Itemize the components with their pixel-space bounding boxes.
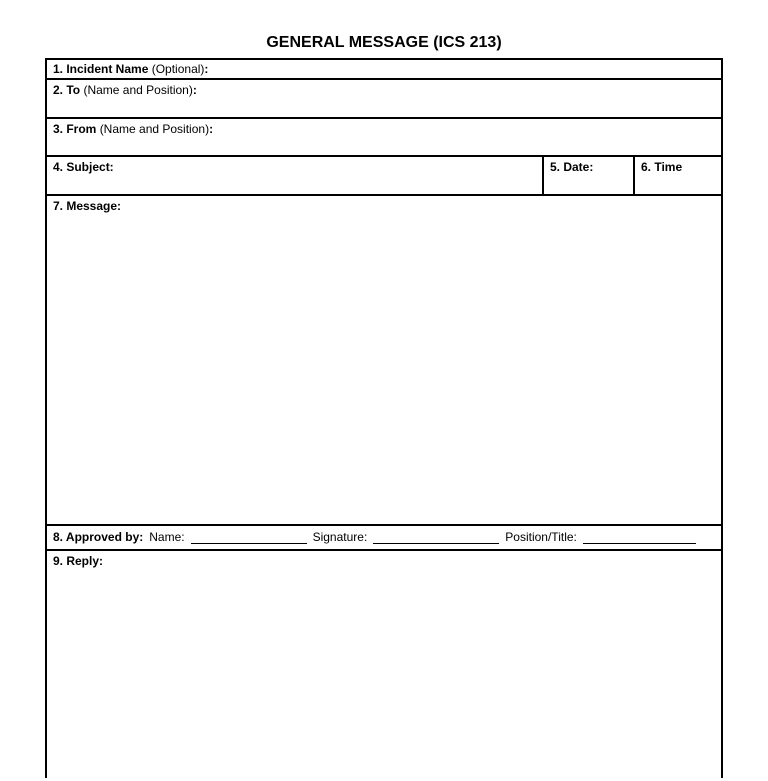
subject-date-time-row bbox=[47, 157, 721, 196]
incident-name-label: 1. Incident Name bbox=[53, 62, 149, 76]
to-label: 2. To bbox=[53, 83, 81, 97]
message-label: 7. Message: bbox=[53, 199, 122, 213]
approved-position-input[interactable] bbox=[583, 531, 696, 544]
incident-name-row bbox=[47, 60, 721, 80]
approved-name-label: Name: bbox=[149, 530, 185, 544]
approved-by-row bbox=[47, 526, 721, 551]
approved-signature-input[interactable] bbox=[373, 531, 499, 544]
incident-name-note: (Optional) bbox=[151, 62, 205, 76]
subject-cell[interactable] bbox=[47, 157, 542, 194]
from-label: 3. From bbox=[53, 122, 97, 136]
time-label: 6. Time bbox=[641, 160, 683, 174]
date-cell[interactable] bbox=[542, 157, 633, 194]
reply-label: 9. Reply: bbox=[53, 554, 104, 568]
approved-signature-label: Signature: bbox=[312, 530, 368, 544]
approved-by-line bbox=[53, 530, 702, 544]
general-message-form bbox=[45, 58, 723, 778]
time-cell[interactable] bbox=[633, 157, 721, 194]
incident-name-field[interactable] bbox=[53, 62, 208, 76]
approved-name-input[interactable] bbox=[191, 531, 307, 544]
from-note: (Name and Position) bbox=[99, 122, 210, 136]
from-colon: : bbox=[209, 122, 214, 136]
approved-by-label: 8. Approved by: bbox=[53, 530, 144, 544]
date-label: 5. Date: bbox=[550, 160, 594, 174]
to-row bbox=[47, 80, 721, 119]
to-field[interactable] bbox=[53, 83, 197, 97]
from-row bbox=[47, 119, 721, 157]
reply-row[interactable] bbox=[47, 551, 721, 781]
approved-position-label: Position/Title: bbox=[505, 530, 577, 544]
to-note: (Name and Position) bbox=[83, 83, 193, 97]
from-field[interactable] bbox=[53, 122, 213, 136]
to-colon: : bbox=[192, 83, 197, 97]
message-row[interactable] bbox=[47, 196, 721, 526]
form-title: GENERAL MESSAGE (ICS 213) bbox=[266, 34, 502, 51]
incident-name-colon: : bbox=[204, 62, 209, 76]
subject-label: 4. Subject: bbox=[53, 160, 114, 174]
